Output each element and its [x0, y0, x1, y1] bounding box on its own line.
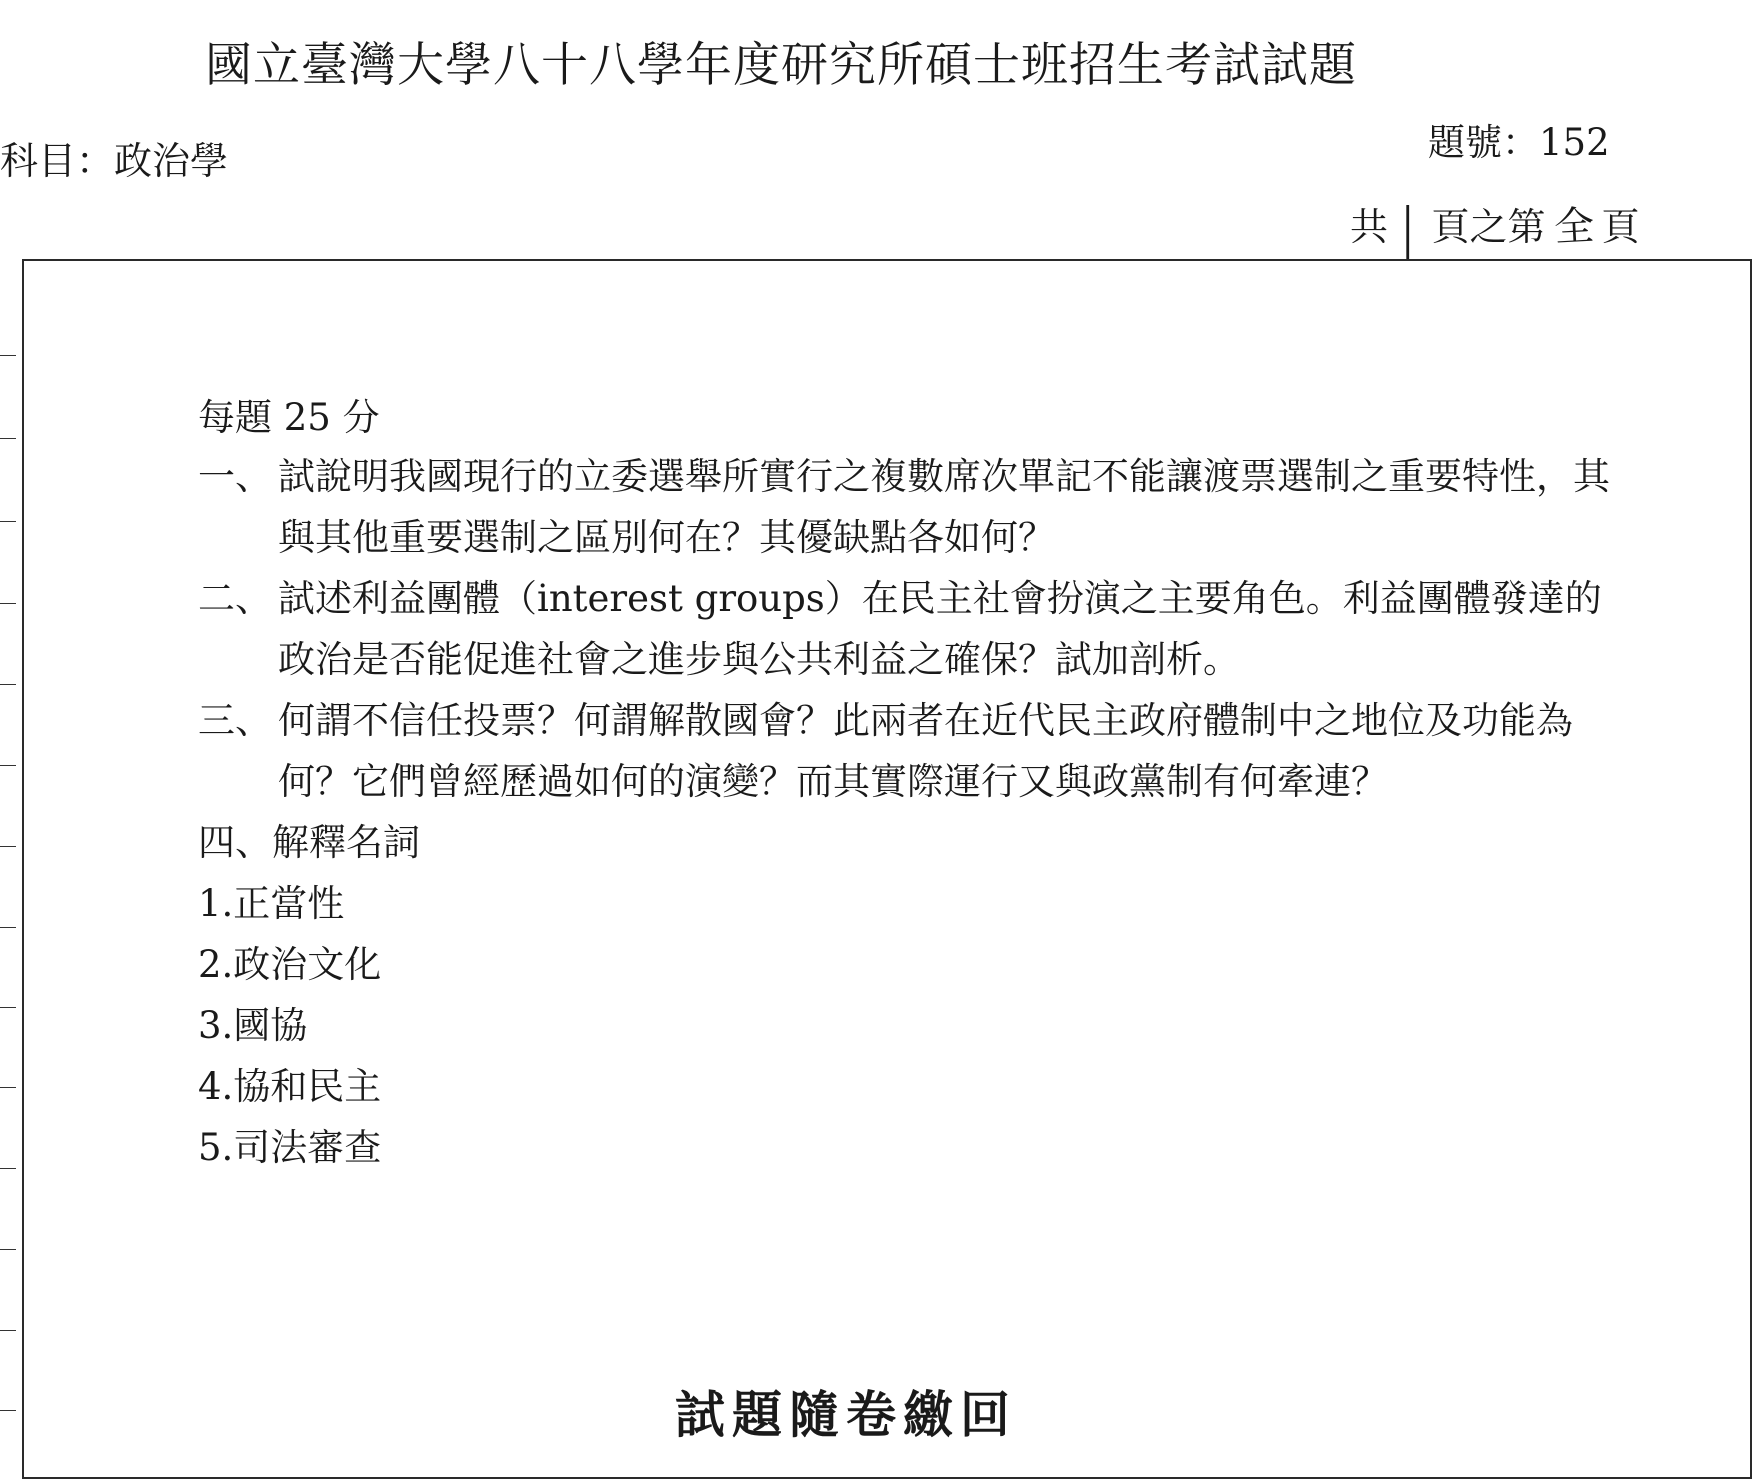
margin-tick	[0, 521, 16, 522]
margin-tick	[0, 765, 16, 766]
question-number: 題號：152	[1428, 121, 1610, 164]
page-count-suffix: 頁	[1601, 205, 1640, 249]
margin-tick	[0, 1087, 16, 1088]
exam-content	[198, 388, 1618, 1178]
margin-tick	[0, 846, 16, 847]
margin-tick	[0, 1007, 16, 1008]
term-item: 4.協和民主	[198, 1065, 382, 1108]
exam-title: 國立臺灣大學八十八學年度研究所碩士班招生考試試題	[205, 38, 1357, 93]
question-text: 何謂不信任投票？何謂解散國會？此兩者在近代民主政府體制中之地位及功能為何？它們曾經歷過如何的演變？而其實際運行又與政黨制有何牽連？	[278, 699, 1573, 803]
margin-tick	[0, 603, 16, 604]
margin-tick	[0, 684, 16, 685]
terms-heading: 四、解釋名詞	[198, 821, 420, 864]
margin-tick	[0, 1168, 16, 1169]
question-number-label: 二、	[198, 577, 272, 620]
return-with-answer-stamp: 試題隨卷繳回	[675, 1385, 1017, 1444]
term-item: 5.司法審查	[198, 1126, 382, 1169]
subject-label: 科目：政治學	[0, 139, 229, 183]
margin-tick	[0, 1249, 16, 1250]
question-item	[198, 446, 1618, 568]
term-item: 1.正當性	[198, 882, 345, 925]
page-count-middle: 頁之第	[1431, 205, 1546, 249]
score-note: 每題 25 分	[198, 396, 380, 439]
page-count-prefix: 共	[1350, 205, 1389, 249]
page-count-total: |	[1402, 197, 1414, 261]
question-text: 試述利益團體（interest groups）在民主社會扮演之主要角色。利益團體發達的政治是否能促進社會之進步與公共利益之確保？試加剖析。	[278, 577, 1602, 681]
margin-tick	[0, 1330, 16, 1331]
margin-tick	[0, 355, 16, 356]
question-number-label: 三、	[198, 699, 272, 742]
question-item	[198, 690, 1618, 812]
question-item	[198, 568, 1618, 690]
margin-tick	[0, 438, 16, 439]
page-count-current: 全	[1552, 202, 1595, 252]
term-item: 2.政治文化	[198, 943, 382, 986]
question-text: 試說明我國現行的立委選舉所實行之複數席次單記不能讓渡票選制之重要特性，其與其他重要選制之區別何在？其優缺點各如何？	[278, 455, 1610, 559]
margin-tick	[0, 927, 16, 928]
question-number-label: 一、	[198, 455, 272, 498]
page-count	[1350, 195, 1640, 261]
term-item: 3.國協	[198, 1004, 308, 1047]
margin-tick	[0, 1410, 16, 1411]
